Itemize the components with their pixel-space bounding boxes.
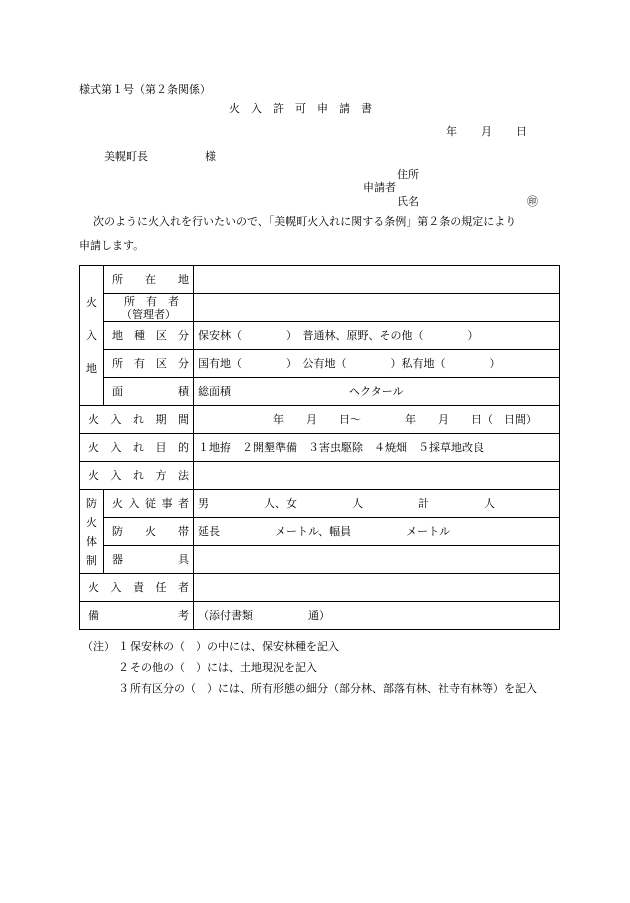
group-char: 防	[86, 496, 97, 510]
group-char: 体	[86, 534, 97, 548]
owner-field[interactable]	[194, 294, 560, 322]
workers-field[interactable]: 男 人、女 人 計 人	[194, 490, 560, 518]
method-field[interactable]	[194, 462, 560, 490]
remarks-field[interactable]: （添付書類 通）	[194, 602, 560, 630]
owner-label	[104, 294, 194, 322]
land-type-label: 地 種 区 分	[104, 322, 194, 350]
area-field[interactable]	[194, 378, 560, 406]
group-char: 制	[86, 553, 97, 567]
name-label: 氏名	[397, 195, 419, 208]
firebreak-field[interactable]: 延長 メートル、幅員 メートル	[194, 518, 560, 546]
supervisor-label: 火 入 責 任 者	[80, 574, 194, 602]
area-label: 面 積	[104, 378, 194, 406]
application-table	[79, 265, 560, 630]
table-row	[80, 518, 560, 546]
table-row	[80, 546, 560, 574]
prevention-group-label	[80, 490, 104, 574]
owner-label-main: 所 有 者	[124, 294, 179, 308]
location-label: 所 在 地	[104, 266, 194, 294]
table-row	[80, 266, 560, 294]
area-unit: ヘクタール	[349, 385, 404, 398]
form-number: 様式第１号（第２条関係）	[79, 83, 211, 96]
note-number: １	[118, 640, 129, 653]
land-type-field[interactable]: 保安林（ ） 普通林、原野、その他（ ）	[194, 322, 560, 350]
table-row	[80, 406, 560, 434]
table-row	[80, 490, 560, 518]
date-day: 日	[516, 125, 527, 138]
ownership-label: 所 有 区 分	[104, 350, 194, 378]
supervisor-field[interactable]	[194, 574, 560, 602]
notes	[82, 636, 552, 699]
date-year: 年	[446, 125, 457, 138]
workers-label: 火入従事者	[104, 490, 194, 518]
table-row	[80, 322, 560, 350]
honorific: 様	[205, 150, 216, 163]
equipment-label: 器 具	[104, 546, 194, 574]
table-row	[80, 294, 560, 322]
ownership-field[interactable]: 国有地（ ） 公有地（ ）私有地（ ）	[194, 350, 560, 378]
group-char: 火	[86, 515, 97, 529]
firebreak-label: 防 火 帯	[104, 518, 194, 546]
land-group-label	[80, 266, 104, 406]
intro-line-1: 次のように火入れを行いたいので、「美幌町火入れに関する条例」第２条の規定により	[93, 215, 517, 228]
note-text: 所有区分の（ ）には、所有形態の細分（部分林、部落有林、社寺有林等）を記入	[130, 682, 537, 695]
method-label: 火 入 れ 方 法	[80, 462, 194, 490]
group-char: 火	[86, 296, 97, 309]
date-month: 月	[481, 125, 492, 138]
note-number: ３	[118, 682, 129, 695]
notes-prefix: （注）	[82, 640, 115, 653]
table-row	[80, 574, 560, 602]
owner-label-sub: （管理者）	[121, 307, 176, 321]
period-field[interactable]: 年 月 日～ 年 月 日（ 日間）	[194, 406, 560, 434]
note-text: 保安林の（ ）の中には、保安林種を記入	[130, 640, 339, 653]
note-item	[82, 636, 552, 657]
table-row	[80, 350, 560, 378]
note-text: その他の（ ）には、土地現況を記入	[130, 661, 317, 674]
period-label: 火 入 れ 期 間	[80, 406, 194, 434]
document-title: 火 入 許 可 申 請 書	[229, 102, 372, 115]
table-row	[80, 602, 560, 630]
group-char: 地	[86, 362, 97, 375]
table-row	[80, 378, 560, 406]
seal-mark: ㊞	[527, 195, 538, 208]
applicant-label: 申請者	[363, 181, 396, 194]
group-char: 入	[86, 329, 97, 342]
remarks-label: 備 考	[80, 602, 194, 630]
note-item	[82, 678, 552, 699]
address-label: 住所	[397, 168, 419, 181]
location-field[interactable]	[194, 266, 560, 294]
table-row	[80, 434, 560, 462]
equipment-field[interactable]	[194, 546, 560, 574]
area-total: 総面積	[198, 385, 231, 398]
addressee: 美幌町長	[104, 150, 148, 163]
purpose-label: 火 入 れ 目 的	[80, 434, 194, 462]
purpose-field[interactable]: １地拵 ２開墾準備 ３害虫駆除 ４焼畑 ５採草地改良	[194, 434, 560, 462]
intro-line-2: 申請します。	[79, 239, 145, 252]
note-number: ２	[118, 661, 129, 674]
table-row	[80, 462, 560, 490]
note-item	[82, 657, 552, 678]
